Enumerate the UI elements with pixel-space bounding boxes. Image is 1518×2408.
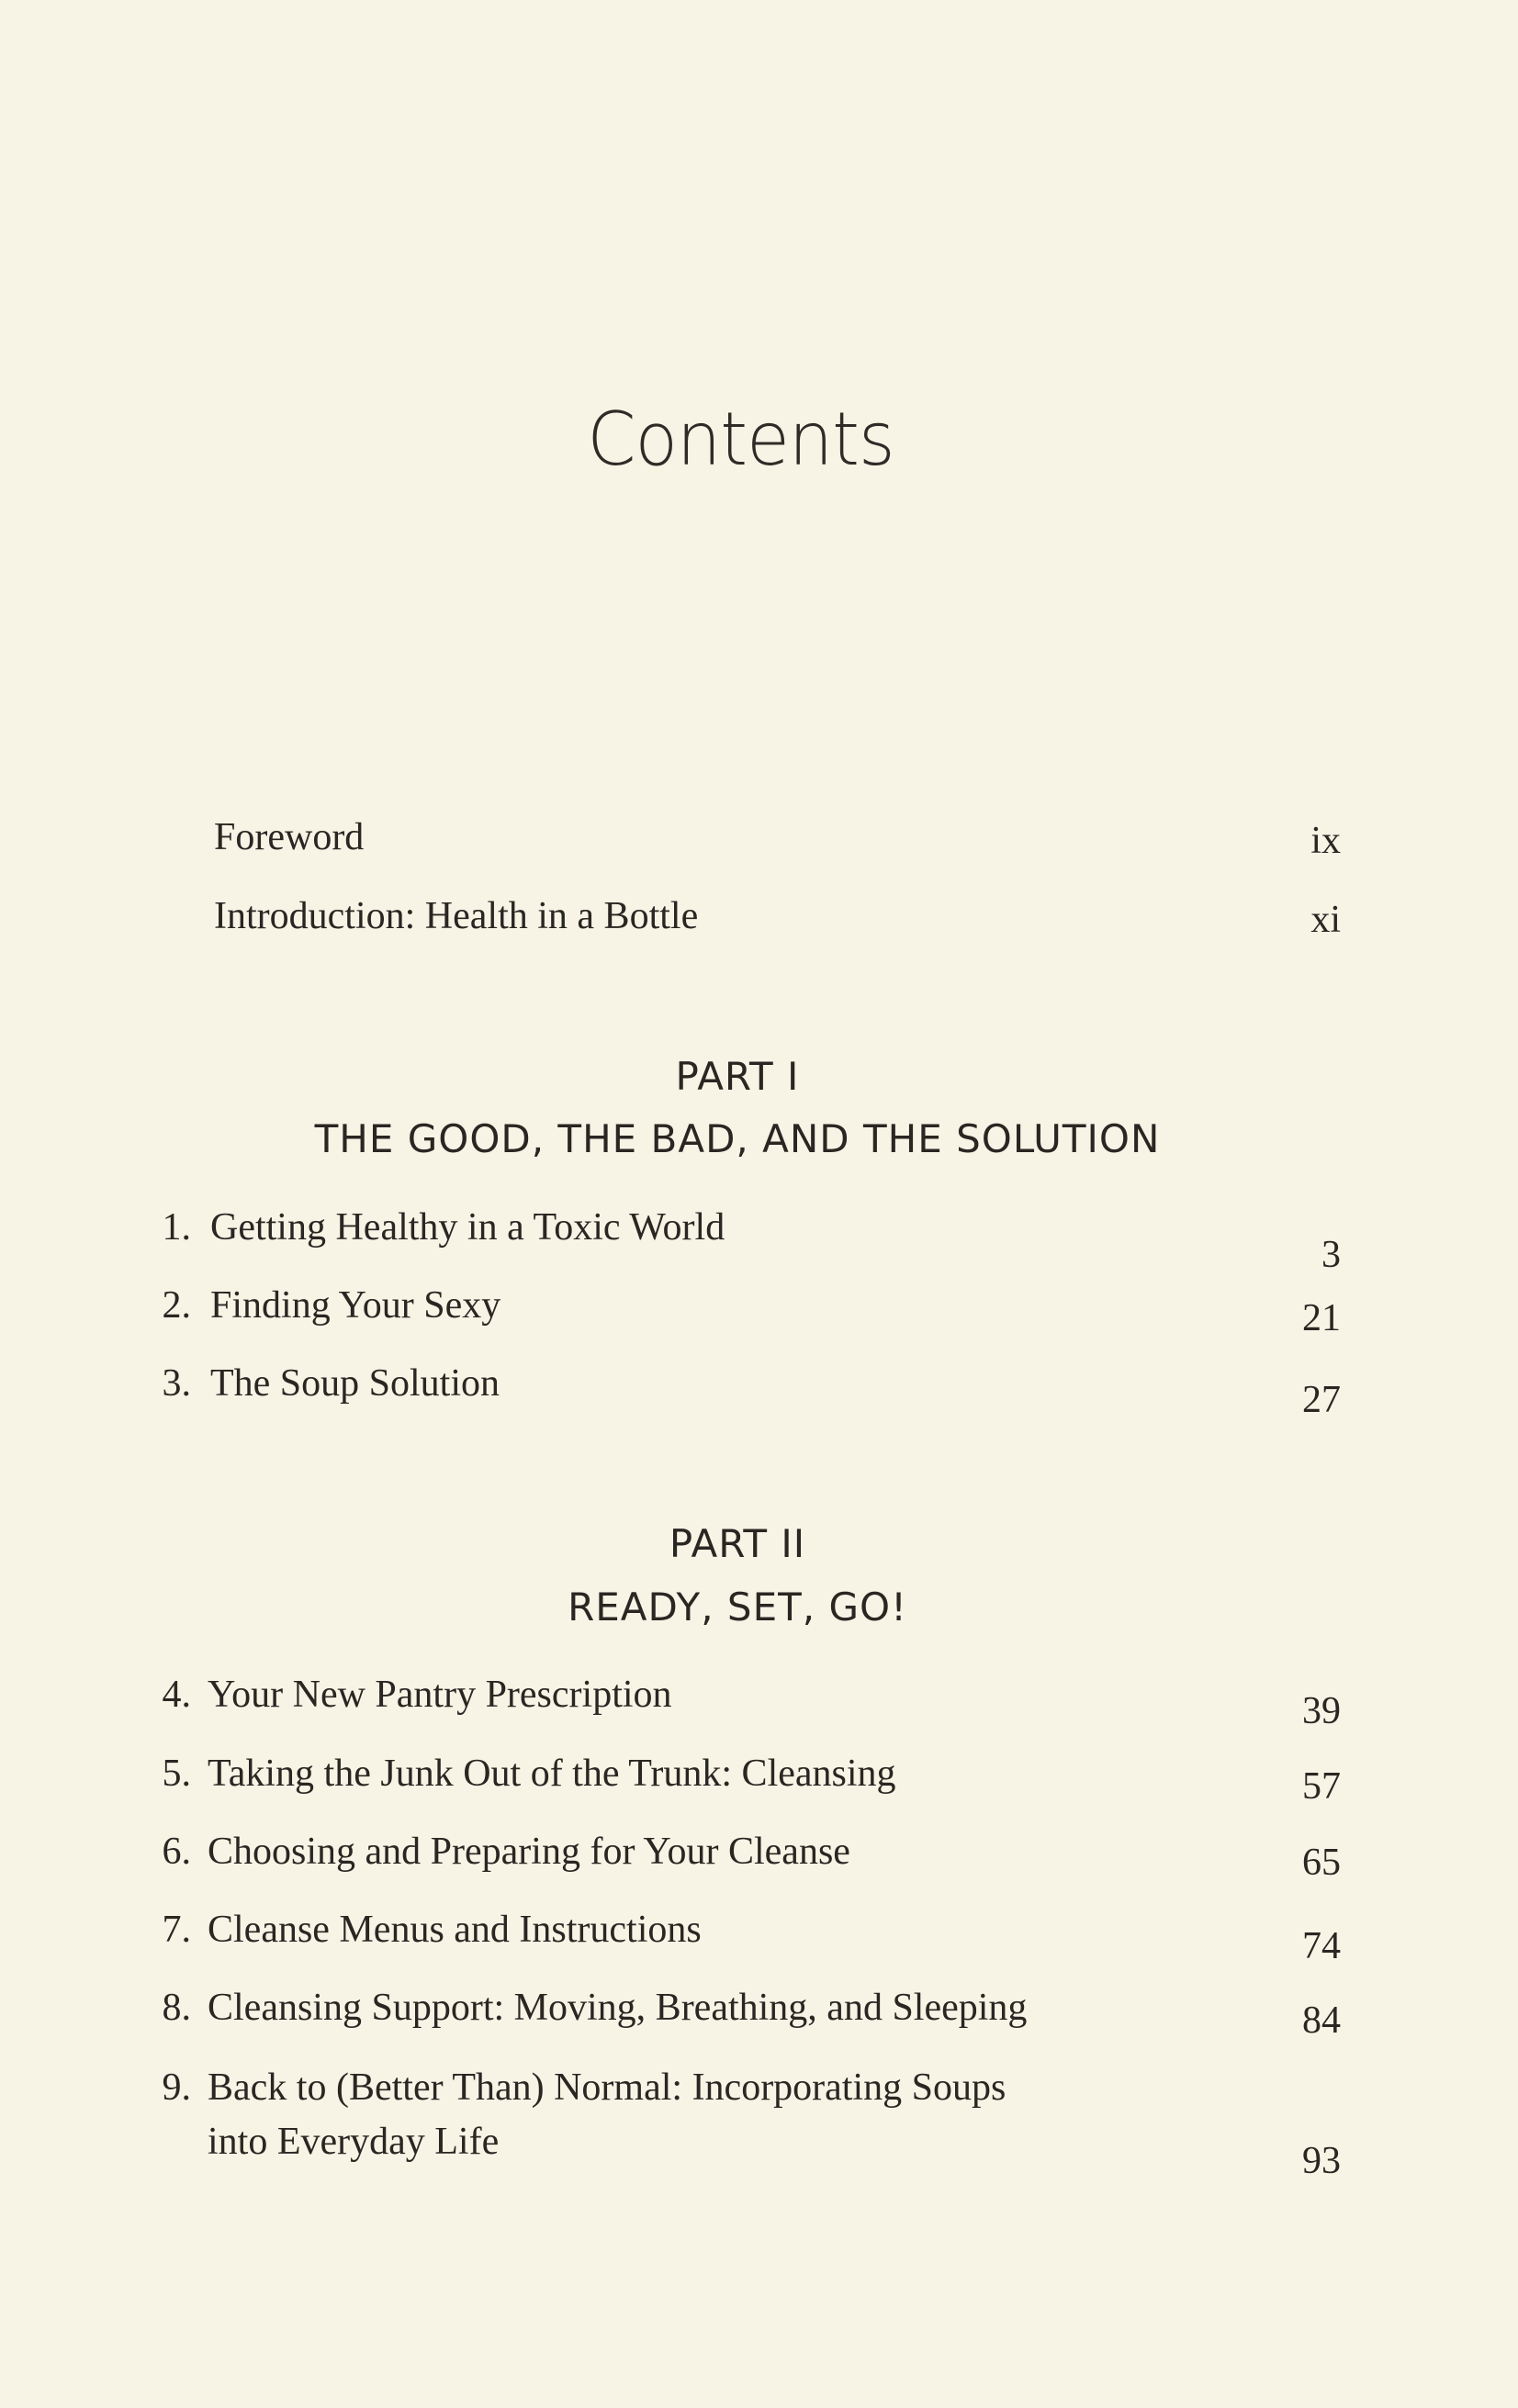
part-title: READY, SET, GO! bbox=[568, 1585, 907, 1630]
entry-page: xi bbox=[1310, 899, 1341, 941]
entry-page: 39 bbox=[1302, 1690, 1341, 1732]
entry-title: Your New Pantry Prescription bbox=[208, 1674, 672, 1716]
entry-page: ix bbox=[1310, 820, 1341, 862]
entry-title: Cleansing Support: Moving, Breathing, and Sleeping bbox=[208, 1987, 1028, 2029]
chapter-number: 6. bbox=[162, 1831, 191, 1873]
entry-page: 27 bbox=[1302, 1379, 1341, 1421]
chapter-number: 1. bbox=[162, 1206, 191, 1249]
entry-title: Taking the Junk Out of the Trunk: Cleansing bbox=[208, 1753, 896, 1795]
toc-entry-chapter-7[interactable] bbox=[0, 1908, 1518, 1972]
chapter-number: 2. bbox=[162, 1284, 191, 1327]
toc-entry-introduction[interactable] bbox=[0, 894, 1518, 958]
chapter-number: 3. bbox=[162, 1362, 191, 1405]
entry-title: The Soup Solution bbox=[210, 1362, 500, 1405]
entry-page: 84 bbox=[1302, 1999, 1341, 2042]
part-label: PART I bbox=[675, 1054, 800, 1099]
chapter-number: 9. bbox=[162, 2066, 191, 2109]
toc-entry-chapter-8[interactable] bbox=[0, 1986, 1518, 2050]
entry-title: Cleanse Menus and Instructions bbox=[208, 1909, 702, 1951]
entry-page: 3 bbox=[1321, 1234, 1341, 1276]
entry-page: 21 bbox=[1302, 1297, 1341, 1339]
part-label: PART II bbox=[669, 1521, 806, 1566]
entry-title: Finding Your Sexy bbox=[210, 1284, 501, 1327]
toc-entry-chapter-9[interactable] bbox=[0, 2066, 1518, 2194]
toc-entry-chapter-6[interactable] bbox=[0, 1830, 1518, 1894]
page-title: Contents bbox=[587, 397, 894, 482]
entry-title-line-1: Back to (Better Than) Normal: Incorporating Soups bbox=[208, 2066, 1006, 2109]
entry-page: 65 bbox=[1302, 1842, 1341, 1884]
chapter-number: 4. bbox=[162, 1674, 191, 1716]
entry-page: 74 bbox=[1302, 1925, 1341, 1967]
toc-entry-chapter-3[interactable] bbox=[0, 1361, 1518, 1426]
entry-title-line-2: into Everyday Life bbox=[208, 2121, 500, 2163]
entry-title: Introduction: Health in a Bottle bbox=[214, 895, 699, 937]
entry-page: 93 bbox=[1302, 2140, 1341, 2182]
entry-title: Foreword bbox=[214, 816, 365, 858]
toc-entry-foreword[interactable] bbox=[0, 815, 1518, 879]
chapter-number: 7. bbox=[162, 1909, 191, 1951]
chapter-number: 5. bbox=[162, 1753, 191, 1795]
chapter-number: 8. bbox=[162, 1987, 191, 2029]
entry-title: Getting Healthy in a Toxic World bbox=[210, 1206, 725, 1249]
toc-entry-chapter-4[interactable] bbox=[0, 1673, 1518, 1737]
toc-entry-chapter-1[interactable] bbox=[0, 1205, 1518, 1276]
entry-title: Choosing and Preparing for Your Cleanse bbox=[208, 1831, 850, 1873]
toc-entry-chapter-5[interactable] bbox=[0, 1752, 1518, 1816]
entry-page: 57 bbox=[1302, 1765, 1341, 1808]
part-title: THE GOOD, THE BAD, AND THE SOLUTION bbox=[314, 1116, 1161, 1161]
toc-entry-chapter-2[interactable] bbox=[0, 1283, 1518, 1348]
